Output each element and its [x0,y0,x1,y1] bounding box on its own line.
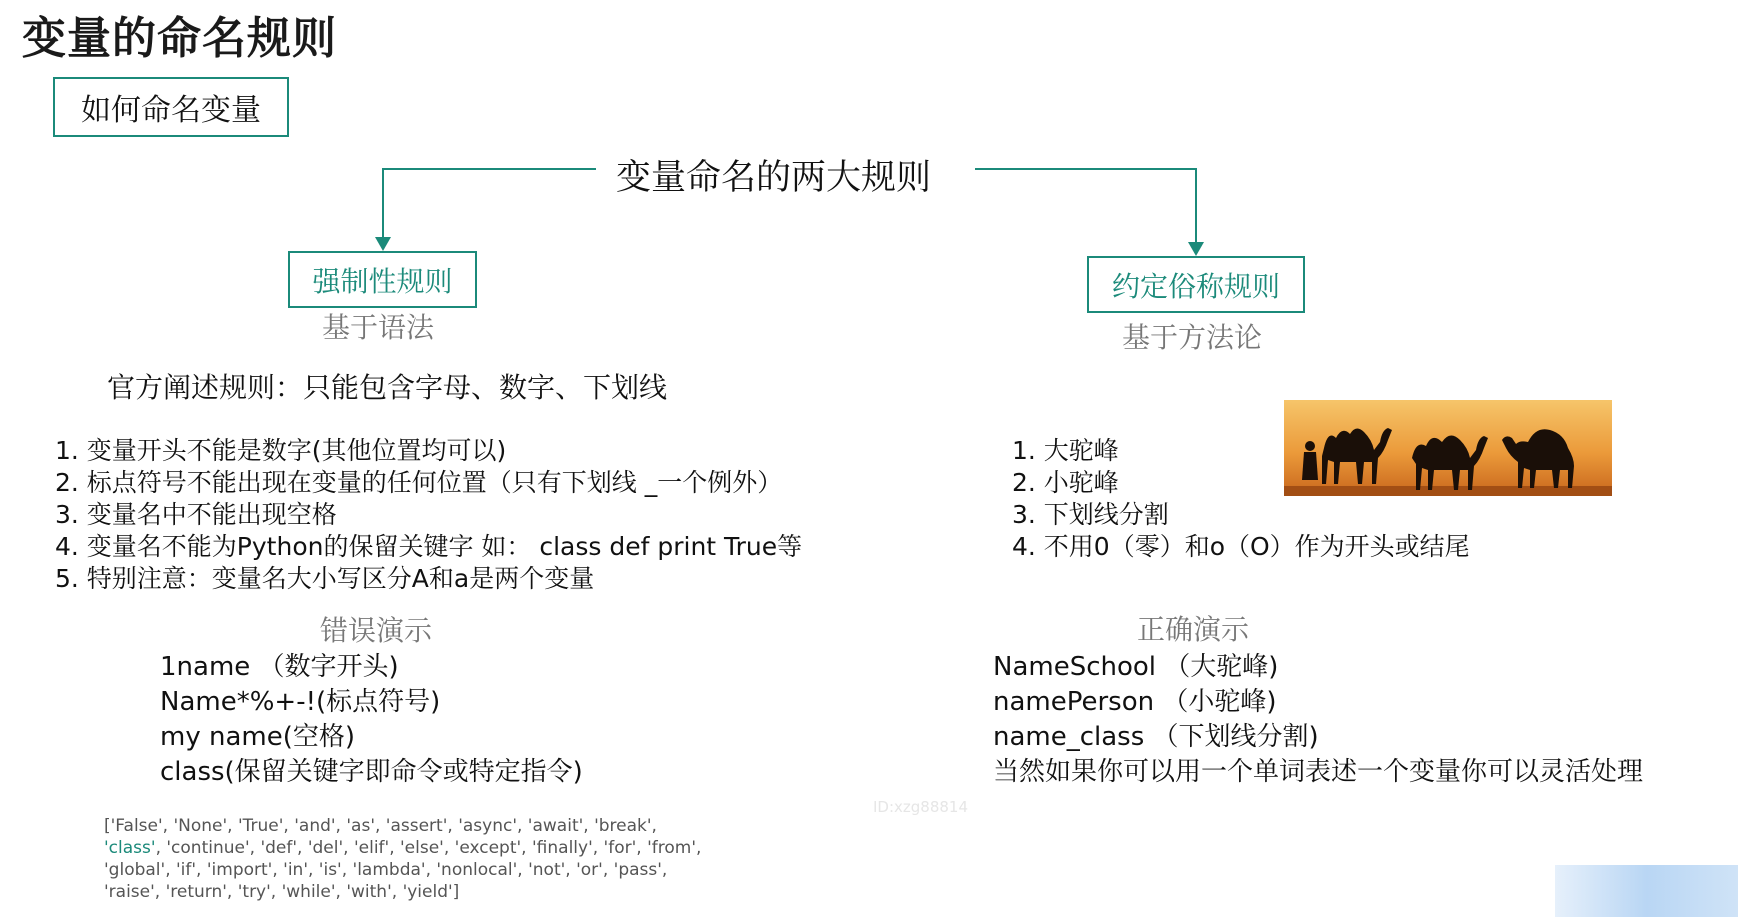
list-item: 2. 标点符号不能出现在变量的任何位置（只有下划线 _一个例外） [55,468,783,497]
list-item: 5. 特别注意：变量名大小写区分A和a是两个变量 [55,564,595,593]
list-item: 3. 下划线分割 [1012,500,1169,529]
wrong-demo-line: 1name （数字开头) [160,652,399,682]
correct-demo-list [993,650,1643,790]
correct-demo-line: namePerson （小驼峰) [993,687,1277,717]
corner-overlay [1555,865,1738,917]
mandatory-rules-list [55,435,802,595]
list-item: 4. 不用0（零）和o（O）作为开头或结尾 [1012,532,1470,561]
correct-demo-line: name_class （下划线分割) [993,722,1319,752]
wrong-demo-line: Name*%+-!(标点符号) [160,687,441,717]
connector-left-horizontal [383,168,596,170]
correct-demo-line: NameSchool （大驼峰) [993,652,1279,682]
mandatory-rules-box [288,251,477,308]
list-item: 4. 变量名不能为Python的保留关键字 如： class def print True等 [55,532,803,561]
page-title: 变量的命名规则 [22,13,337,64]
keywords-line-rest: , 'continue', 'def', 'del', 'elif', 'else', 'except', 'finally', 'for', 'from', [155,838,702,858]
connector-right-vertical [1195,168,1197,244]
keyword-class-highlight: 'class' [104,838,156,858]
convention-rules-title: 约定俗称规则 [1111,269,1280,303]
arrow-down-left-icon [375,237,391,251]
connector-right-horizontal [975,168,1196,170]
how-to-name-box [53,77,289,137]
correct-demo-line: 当然如果你可以用一个单词表述一个变量你可以灵活处理 [993,757,1644,787]
wrong-demo-line: class(保留关键字即命令或特定指令) [160,757,583,787]
arrow-down-right-icon [1188,242,1204,256]
keywords-line: 'raise', 'return', 'try', 'while', 'with', 'yield'] [104,882,460,902]
keywords-line [104,837,701,859]
keywords-line: ['False', 'None', 'True', 'and', 'as', 'assert', 'async', 'await', 'break', [104,816,657,836]
python-keywords-list [104,815,701,903]
list-item: 2. 小驼峰 [1012,468,1119,497]
mandatory-subtitle: 基于语法 [322,311,435,344]
list-item: 1. 变量开头不能是数字(其他位置均可以) [55,436,507,465]
keywords-line: 'global', 'if', 'import', 'in', 'is', 'lambda', 'nonlocal', 'not', 'or', 'pass', [104,860,668,880]
official-rule-statement: 官方阐述规则：只能包含字母、数字、下划线 [107,371,668,404]
wrong-demo-title: 错误演示 [320,614,433,647]
wrong-demo-list [160,650,583,790]
watermark: ID:xzg88814 [873,798,969,816]
two-rules-title: 变量命名的两大规则 [616,158,932,198]
correct-demo-title: 正确演示 [1137,613,1250,646]
wrong-demo-line: my name(空格) [160,722,356,752]
convention-rules-box [1087,256,1305,313]
connector-left-vertical [382,168,384,240]
mandatory-rules-title: 强制性规则 [312,264,453,298]
convention-subtitle: 基于方法论 [1122,321,1263,354]
list-item: 1. 大驼峰 [1012,436,1119,465]
list-item: 3. 变量名中不能出现空格 [55,500,337,529]
convention-rules-list [1012,435,1470,563]
how-to-name-label: 如何命名变量 [81,93,261,128]
